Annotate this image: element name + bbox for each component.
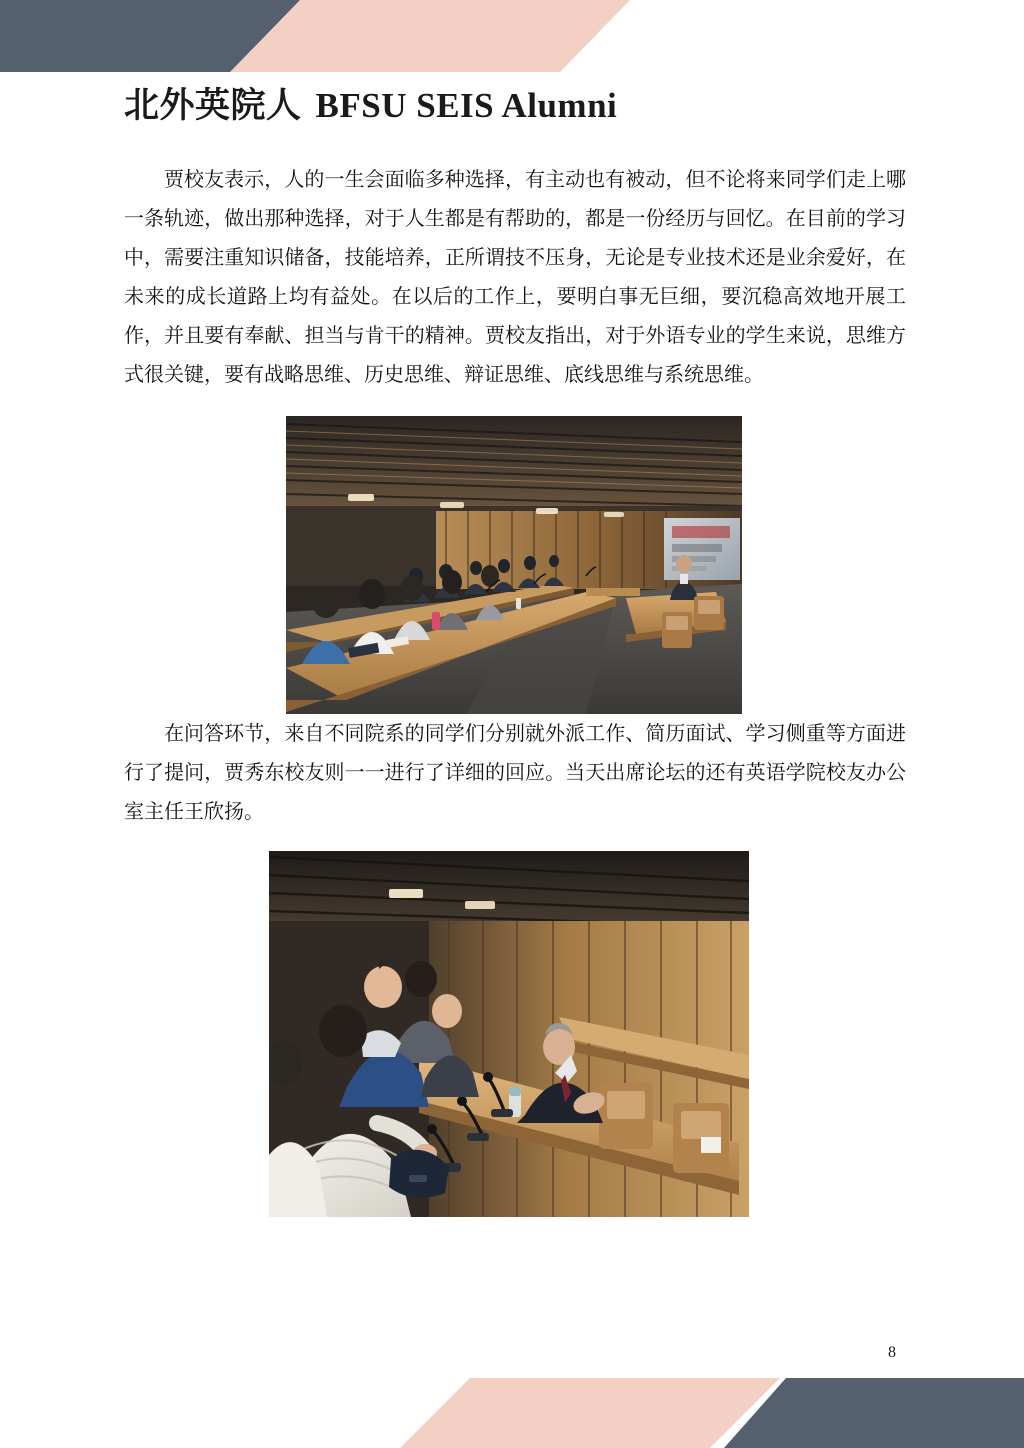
paragraph-1: 贾校友表示，人的一生会面临多种选择，有主动也有被动，但不论将来同学们走上哪一条轨迹，做出那种选择，对于人生都是有帮助的，都是一份经历与回忆。在目前的学习中，需要注重知识储备，技能培养，正所谓技不压身，无论是专业技术还是业余爱好，在未来的成长道路上均有益处。在以后的工作上，要明白事无巨细，要沉稳高效地开展工作，并且要有奉献、担当与肯干的精神。贾校友指出，对于外语专业的学生来说，思维方式很关键，要有战略思维、历史思维、辩证思维、底线思维与系统思维。 [124,167,906,386]
page-title-chinese: 北外英院人 [124,85,302,126]
page-title [124,78,617,128]
page-title-english: BFSU SEIS Alumni [315,86,618,125]
bottom-right-gray-band [724,1378,1024,1448]
article-body [124,160,906,1217]
top-left-gray-band [0,0,300,72]
paragraph-2: 在问答环节，来自不同院系的同学们分别就外派工作、简历面试、学习侧重等方面进行了提问，贾秀东校友则一一进行了详细的回应。当天出席论坛的还有英语学院校友办公室主任王欣扬。 [124,721,906,823]
figure-lecture-hall-wide [286,416,742,714]
bottom-right-pink-band [400,1378,780,1448]
figure-2-image [269,851,749,1217]
top-left-pink-band [230,0,630,72]
page-number: 8 [888,1344,896,1361]
figure-qa-session [269,851,749,1217]
figure-1-image [286,416,742,714]
